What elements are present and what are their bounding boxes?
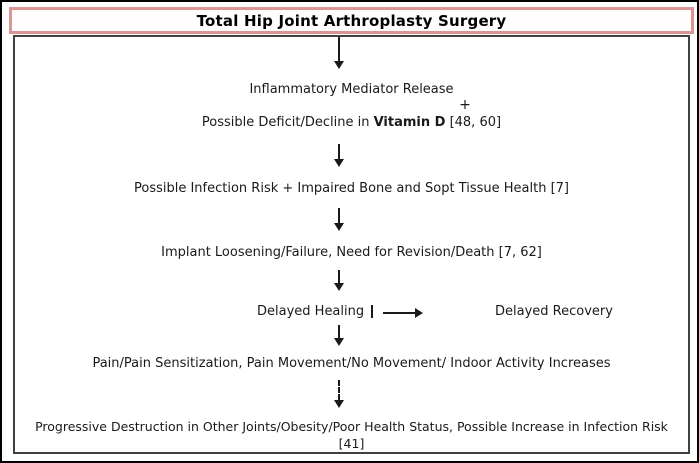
node-progressive-destruction [22,418,681,452]
node-implant-loosening [2,245,699,261]
node-label: Pain/Pain Sensitization, Pain Movement/No Movement/ Indoor Activity Increases [92,356,611,371]
node-label-line1: Progressive Destruction in Other Joints/Obesity/Poor Health Status, Possible Increase in Infection Risk [35,419,668,434]
node-label-prefix: Possible Deficit/Decline in [201,115,374,130]
right-arrow-icon [383,312,415,314]
down-arrow-icon [338,144,340,159]
plus-label: + [459,97,471,113]
node-inflammatory-mediator [2,82,699,98]
connector-tick [371,305,373,318]
node-label: Delayed Recovery [495,304,613,319]
node-label-suffix: [48, 60] [445,115,502,130]
node-label: Delayed Healing [257,304,365,319]
plus-sign [452,97,478,113]
node-label: Possible Infection Risk + Impaired Bone and Sopt Tissue Health [7] [133,181,569,196]
down-arrow-icon [338,208,340,223]
node-delayed-recovery [495,304,613,319]
node-label-bold: Vitamin D [373,115,446,130]
page-title: Total Hip Joint Arthroplasty Surgery [196,11,507,30]
title-box [9,7,694,34]
node-label: Inflammatory Mediator Release [249,82,454,97]
down-arrow-icon [338,37,340,61]
node-label-line2: [41] [338,436,365,451]
node-delayed-healing [257,304,364,319]
node-infection-risk [2,181,699,197]
down-arrow-icon [338,270,340,283]
node-vitamin-d-deficit [2,115,699,131]
node-pain-sensitization [2,356,699,372]
dashed-down-arrow-icon [338,380,340,400]
down-arrow-icon [338,325,340,338]
node-label: Implant Loosening/Failure, Need for Revision/Death [7, 62] [161,245,542,260]
